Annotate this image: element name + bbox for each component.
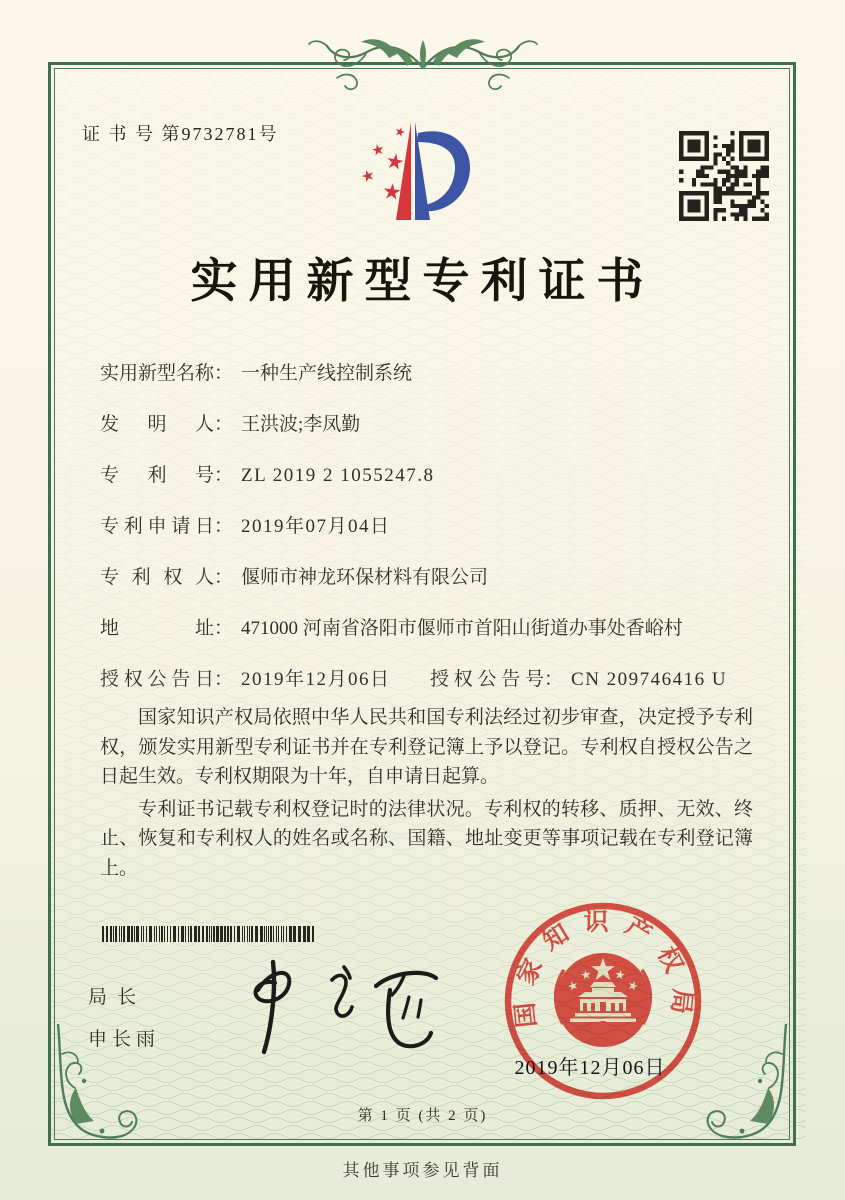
field-label: 实用新型名称	[100, 363, 215, 384]
field-value: 471000 河南省洛阳市偃师市首阳山街道办事处香峪村	[241, 618, 683, 639]
field-value: ZL 2019 2 1055247.8	[241, 465, 435, 486]
field-row-patentee	[100, 552, 787, 603]
field-colon: ：	[214, 465, 234, 486]
qr-code	[679, 131, 769, 221]
field-colon: ：	[214, 618, 234, 639]
seal-ring-text: 国家知识产权局	[510, 908, 696, 1030]
certificate-title: 实用新型专利证书	[190, 256, 655, 308]
field-row-patent-no	[100, 450, 787, 501]
field-label: 专利号	[100, 465, 214, 486]
field-label: 发明人	[100, 414, 214, 435]
legal-text	[100, 703, 753, 883]
field-colon: ：	[214, 414, 234, 435]
field-colon: ：	[544, 669, 564, 690]
field-value: 偃师市神龙环保材料有限公司	[241, 567, 489, 588]
national-emblem	[556, 953, 651, 1047]
field-row-inventor	[100, 399, 787, 450]
back-side-note: 其他事项参见背面	[342, 1161, 503, 1180]
corner-flourish-right	[699, 1024, 794, 1144]
field-colon: ：	[214, 669, 234, 690]
top-ornament	[288, 26, 558, 102]
certificate-number: 证 书 号 第9732781号	[82, 124, 279, 144]
field-row-filing-date	[100, 501, 787, 552]
field-value: CN 209746416 U	[571, 669, 728, 690]
field-value: 王洪波;李凤勤	[241, 414, 361, 435]
seal-date: 2019年12月06日	[514, 1057, 666, 1079]
barcode	[102, 926, 318, 942]
field-label: 专利权人	[100, 567, 214, 588]
field-value: 一种生产线控制系统	[241, 363, 413, 384]
grant-number-group	[430, 654, 727, 705]
commissioner-name: 申长雨	[88, 1029, 161, 1050]
commissioner-signature	[228, 950, 448, 1065]
field-label: 授权公告日	[100, 669, 214, 690]
commissioner-title: 局长	[88, 987, 147, 1008]
field-value: 2019年07月04日	[241, 516, 391, 537]
field-value: 2019年12月06日	[241, 669, 391, 690]
field-label: 授权公告号	[430, 669, 544, 690]
field-label: 专利申请日	[100, 516, 214, 537]
fields-list	[100, 348, 787, 705]
field-label: 地址	[100, 618, 214, 639]
field-colon: ：	[214, 363, 234, 384]
legal-paragraph-2: 专利证书记载专利权登记时的法律状况。专利权的转移、质押、无效、终止、恢复和专利权人的姓名或名称、国籍、地址变更等事项记载在专利登记簿上。	[100, 798, 753, 879]
field-row-address	[100, 603, 787, 654]
field-colon: ：	[214, 516, 234, 537]
field-row-name	[100, 348, 787, 399]
page-number: 第 1 页 (共 2 页)	[357, 1108, 488, 1124]
field-row-grant	[100, 654, 787, 705]
legal-paragraph-1: 国家知识产权局依照中华人民共和国专利法经过初步审查，决定授予专利权，颁发实用新型专利证书并在专利登记簿上予以登记。专利权自授权公告之日起生效。专利权期限为十年，自申请日起算。	[100, 707, 753, 787]
cnipa-logo	[348, 118, 480, 232]
field-colon: ：	[214, 567, 234, 588]
